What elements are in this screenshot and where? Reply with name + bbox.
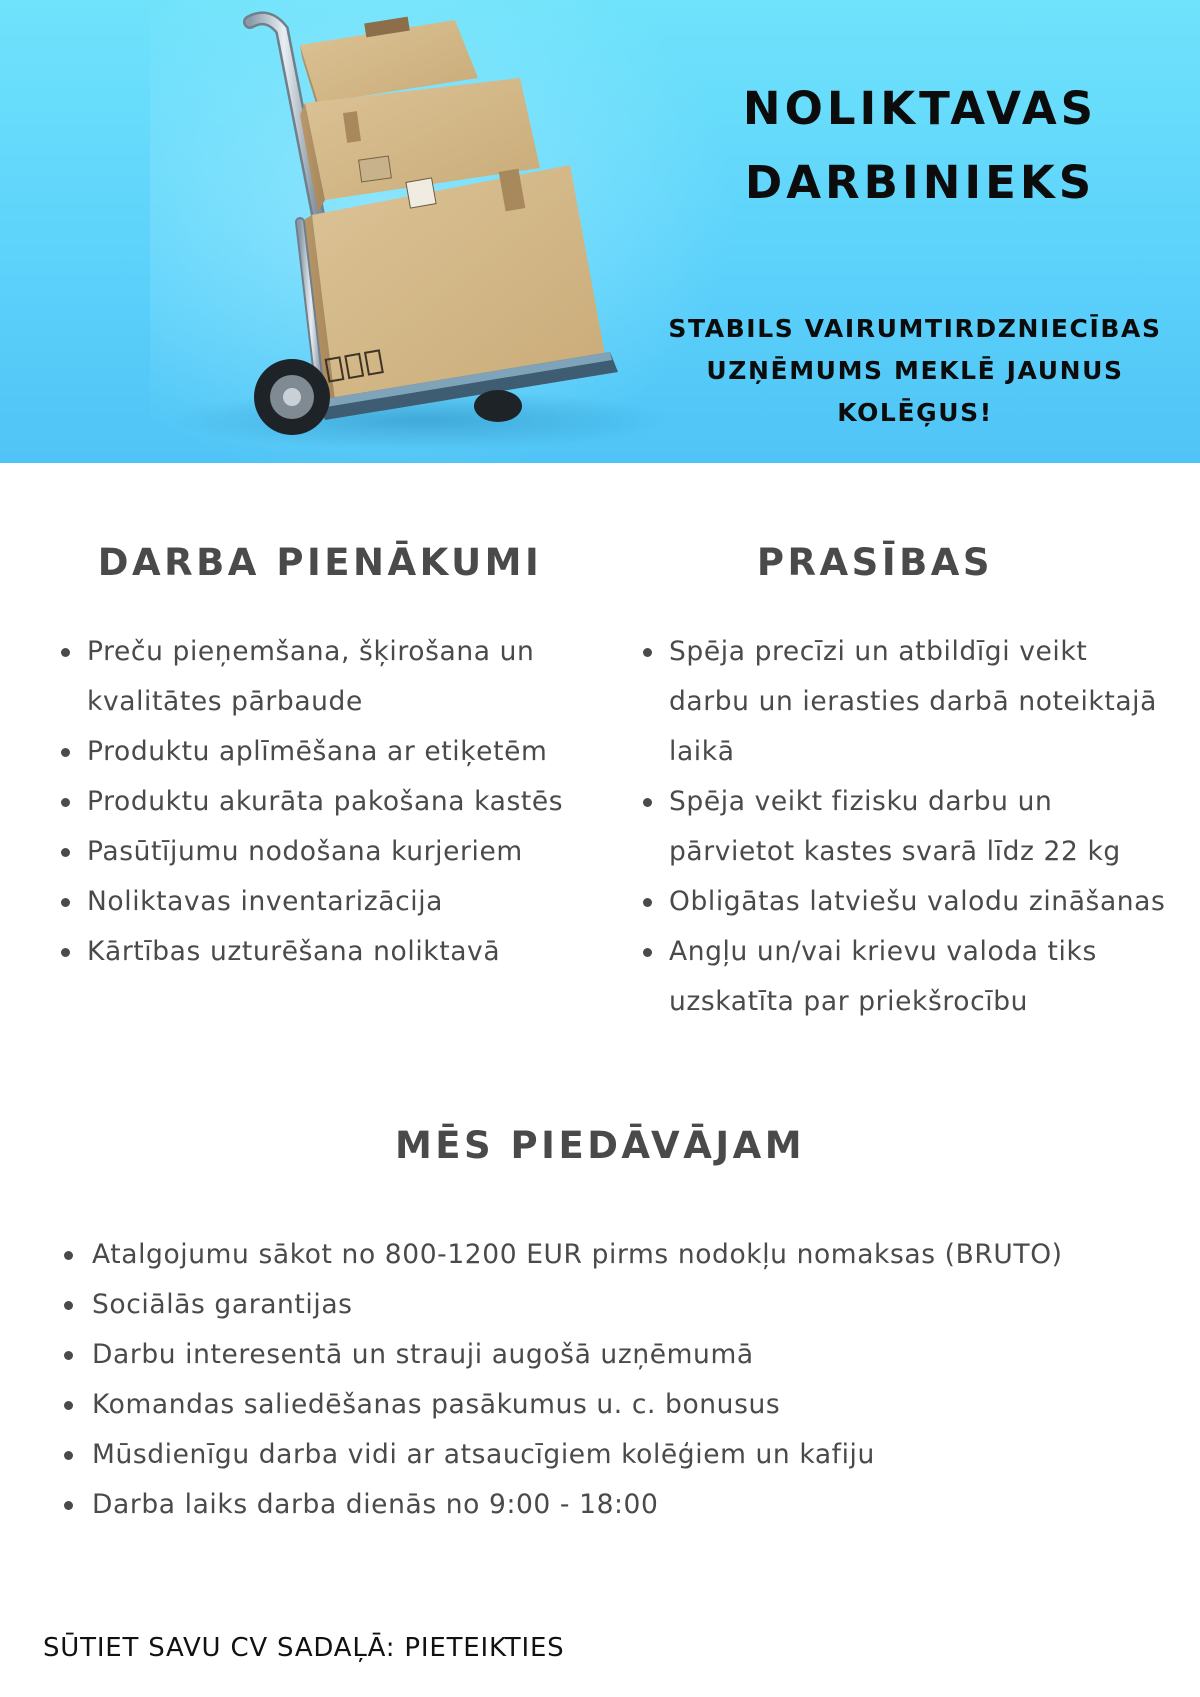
duty-item: Pasūtījumu nodošana kurjeriem bbox=[61, 827, 621, 877]
offer-item: Komandas saliedēšanas pasākumus u. c. bonusus bbox=[64, 1380, 1174, 1430]
duty-item: Kārtības uzturēšana noliktavā bbox=[61, 927, 621, 977]
offer-item: Darba laiks darba dienās no 9:00 - 18:00 bbox=[64, 1480, 1174, 1530]
job-title-line-2: DARBINIEKS bbox=[744, 156, 1096, 209]
requirement-item: Angļu un/vai krievu valoda tiks uzskatīta par priekšrocību bbox=[643, 927, 1168, 1027]
duty-item: Noliktavas inventarizācija bbox=[61, 877, 621, 927]
duty-item: Produktu akurāta pakošana kastēs bbox=[61, 777, 621, 827]
apply-instructions: SŪTIET SAVU CV SADAĻĀ: PIETEIKTIES bbox=[43, 1633, 565, 1663]
offer-list bbox=[64, 1230, 1174, 1530]
requirements-list bbox=[643, 627, 1168, 1027]
duty-item: Preču pieņemšana, šķirošana un kvalitātes pārbaude bbox=[61, 627, 621, 727]
requirement-item: Obligātas latviešu valodu zināšanas bbox=[643, 877, 1168, 927]
hero-banner bbox=[0, 0, 1200, 463]
tagline-line-3: KOLĒĢUS! bbox=[837, 398, 993, 427]
offer-item: Atalgojumu sākot no 800-1200 EUR pirms nodokļu nomaksas (BRUTO) bbox=[64, 1230, 1174, 1280]
offer-item: Sociālās garantijas bbox=[64, 1280, 1174, 1330]
duty-item: Produktu aplīmēšana ar etiķetēm bbox=[61, 727, 621, 777]
offer-heading: MĒS PIEDĀVĀJAM bbox=[394, 1124, 806, 1167]
requirements-heading: PRASĪBAS bbox=[756, 541, 994, 584]
offer-item: Darbu interesentā un strauji augošā uzņēmumā bbox=[64, 1330, 1174, 1380]
requirement-item: Spēja precīzi un atbildīgi veikt darbu un ierasties darbā noteiktajā laikā bbox=[643, 627, 1168, 777]
offer-item: Mūsdienīgu darba vidi ar atsaucīgiem kolēģiem un kafiju bbox=[64, 1430, 1174, 1480]
tagline-line-2: UZŅĒMUMS MEKLĒ JAUNUS bbox=[706, 356, 1124, 385]
tagline-line-1: STABILS VAIRUMTIRDZNIECĪBAS bbox=[668, 314, 1162, 343]
duties-list bbox=[61, 627, 621, 977]
requirement-item: Spēja veikt fizisku darbu un pārvietot kastes svarā līdz 22 kg bbox=[643, 777, 1168, 877]
duties-heading: DARBA PIENĀKUMI bbox=[97, 541, 543, 584]
job-title-line-1: NOLIKTAVAS bbox=[742, 82, 1098, 135]
company-tagline bbox=[640, 308, 1190, 434]
job-title bbox=[690, 72, 1150, 220]
